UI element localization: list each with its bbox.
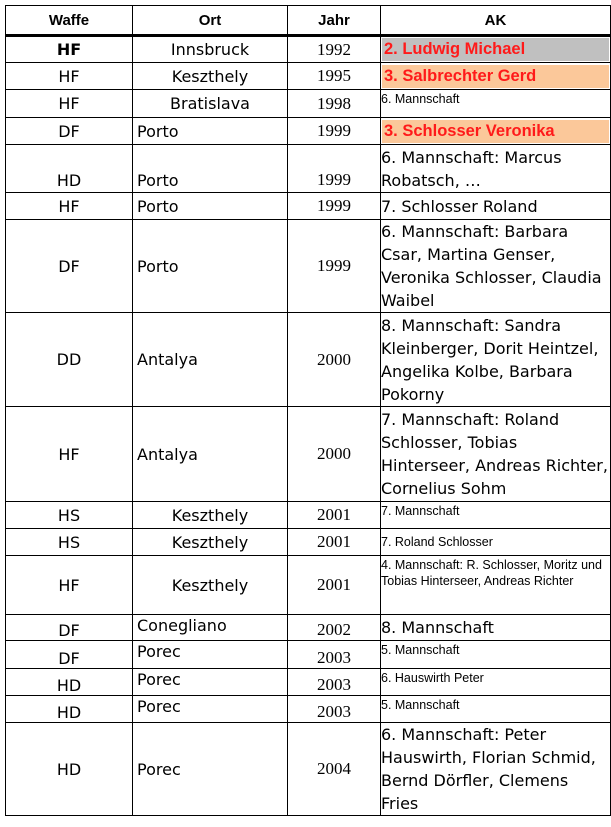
waffe-cell: HF: [6, 90, 133, 118]
table-row: [6, 529, 611, 556]
results-table: [5, 5, 611, 816]
header-ak: AK: [381, 6, 611, 36]
ak-cell: 5. Mannschaft: [381, 696, 611, 723]
ak-cell: 6. Mannschaft: Peter Hauswirth, Florian Schmid, Bernd Dörfler, Clemens Fries: [381, 723, 611, 816]
table-row: [6, 313, 611, 407]
ak-cell: 5. Mannschaft: [381, 641, 611, 669]
jahr-cell: 2002: [288, 615, 381, 641]
ort-cell: Porec: [133, 641, 288, 669]
jahr-cell: 2001: [288, 502, 381, 529]
waffe-cell: DD: [6, 313, 133, 407]
award-bronze: 3. Schlosser Veronika: [382, 120, 609, 143]
ort-cell: Porec: [133, 696, 288, 723]
ak-cell: 6. Mannschaft: [381, 90, 611, 118]
jahr-cell: 1992: [288, 36, 381, 63]
ort-cell: Porto: [133, 145, 288, 193]
ak-cell: 7. Roland Schlosser: [381, 529, 611, 556]
jahr-cell: 2003: [288, 669, 381, 696]
waffe-cell: HF: [6, 556, 133, 615]
jahr-cell: 2004: [288, 723, 381, 816]
ort-cell: Keszthely: [133, 63, 288, 90]
waffe-cell: HD: [6, 696, 133, 723]
table-row: [6, 641, 611, 669]
ak-cell: [381, 63, 611, 90]
waffe-cell: HD: [6, 145, 133, 193]
ort-cell: Innsbruck: [133, 36, 288, 63]
jahr-cell: 2000: [288, 407, 381, 502]
ort-cell: Porto: [133, 193, 288, 220]
jahr-cell: 1999: [288, 220, 381, 313]
waffe-cell: HD: [6, 723, 133, 816]
table-row: [6, 615, 611, 641]
award-bronze: 3. Salbrechter Gerd: [382, 65, 609, 88]
header-ort: Ort: [133, 6, 288, 36]
jahr-cell: 2001: [288, 529, 381, 556]
table-row: [6, 502, 611, 529]
ort-cell: Bratislava: [133, 90, 288, 118]
jahr-cell: 2003: [288, 641, 381, 669]
waffe-cell: DF: [6, 220, 133, 313]
ak-cell: [381, 118, 611, 145]
table-row: [6, 63, 611, 90]
table-row: [6, 193, 611, 220]
jahr-cell: 1995: [288, 63, 381, 90]
ak-cell: 6. Mannschaft: Marcus Robatsch, …: [381, 145, 611, 193]
table-row: [6, 556, 611, 615]
waffe-cell: HF: [6, 193, 133, 220]
header-jahr: Jahr: [288, 6, 381, 36]
jahr-cell: 1998: [288, 90, 381, 118]
jahr-cell: 2000: [288, 313, 381, 407]
ak-cell: 6. Hauswirth Peter: [381, 669, 611, 696]
table-row: [6, 723, 611, 816]
ak-cell: 7. Mannschaft: Roland Schlosser, Tobias Hinterseer, Andreas Richter, Cornelius Sohm: [381, 407, 611, 502]
ort-cell: Keszthely: [133, 556, 288, 615]
jahr-cell: 1999: [288, 118, 381, 145]
header-row: [6, 6, 611, 36]
table-row: [6, 145, 611, 193]
ak-cell: 8. Mannschaft: Sandra Kleinberger, Dorit Heintzel, Angelika Kolbe, Barbara Pokorny: [381, 313, 611, 407]
jahr-cell: 1999: [288, 145, 381, 193]
waffe-cell: DF: [6, 615, 133, 641]
ak-cell: 8. Mannschaft: [381, 615, 611, 641]
table-row: [6, 696, 611, 723]
jahr-cell: 2003: [288, 696, 381, 723]
ak-cell: [381, 36, 611, 63]
waffe-cell: HS: [6, 502, 133, 529]
jahr-cell: 1999: [288, 193, 381, 220]
ort-cell: Antalya: [133, 407, 288, 502]
table-row: [6, 220, 611, 313]
award-silver: 2. Ludwig Michael: [382, 38, 609, 61]
waffe-cell: DF: [6, 641, 133, 669]
waffe-cell: HF: [6, 36, 133, 63]
ort-cell: Keszthely: [133, 502, 288, 529]
waffe-cell: DF: [6, 118, 133, 145]
table-row: [6, 669, 611, 696]
waffe-cell: HF: [6, 63, 133, 90]
ak-cell: 7. Schlosser Roland: [381, 193, 611, 220]
ort-cell: Porto: [133, 220, 288, 313]
ort-cell: Porto: [133, 118, 288, 145]
jahr-cell: 2001: [288, 556, 381, 615]
ort-cell: Porec: [133, 723, 288, 816]
waffe-cell: HS: [6, 529, 133, 556]
header-waffe: Waffe: [6, 6, 133, 36]
table-row: [6, 36, 611, 63]
ort-cell: Antalya: [133, 313, 288, 407]
waffe-cell: HD: [6, 669, 133, 696]
ak-cell: 6. Mannschaft: Barbara Csar, Martina Genser, Veronika Schlosser, Claudia Waibel: [381, 220, 611, 313]
table-row: [6, 90, 611, 118]
waffe-cell: HF: [6, 407, 133, 502]
ak-cell: 7. Mannschaft: [381, 502, 611, 529]
table-row: [6, 407, 611, 502]
ort-cell: Keszthely: [133, 529, 288, 556]
table-row: [6, 118, 611, 145]
ak-cell: 4. Mannschaft: R. Schlosser, Moritz und Tobias Hinterseer, Andreas Richter: [381, 556, 611, 615]
ort-cell: Conegliano: [133, 615, 288, 641]
ort-cell: Porec: [133, 669, 288, 696]
